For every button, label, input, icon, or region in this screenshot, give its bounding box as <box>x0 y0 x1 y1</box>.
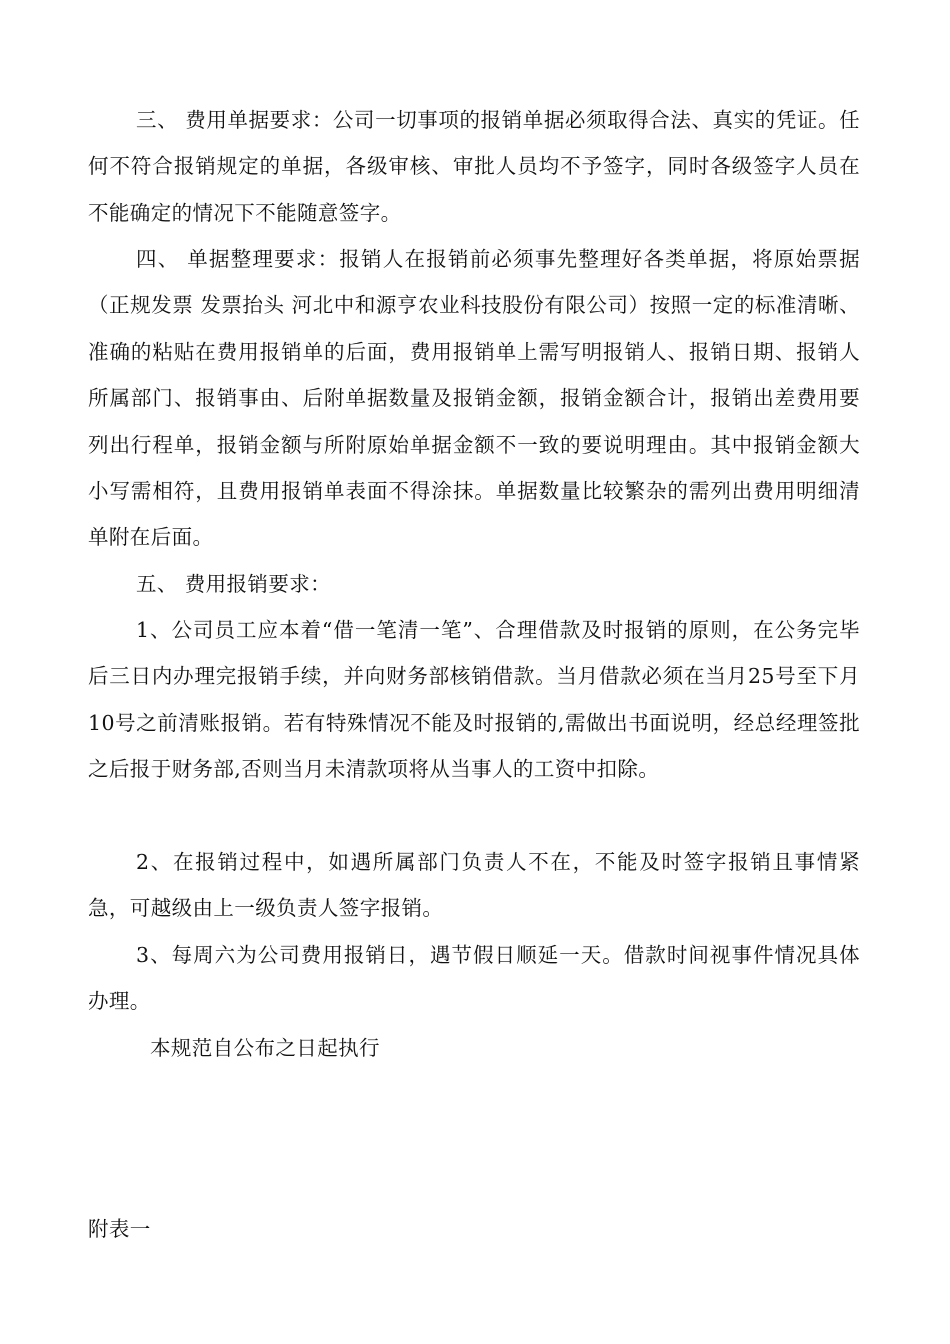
rule-2-escalated-signing: 2、在报销过程中，如遇所属部门负责人不在，不能及时签字报销且事情紧急，可越级由上一级负责人签字报销。 <box>88 850 860 921</box>
appendix-label: 附表一 <box>88 1217 151 1241</box>
rule-3-reimbursement-day: 3、每周六为公司费用报销日，遇节假日顺延一天。借款时间视事件情况具体办理。 <box>88 943 860 1014</box>
closing-statement: 本规范自公布之日起执行 <box>150 1036 380 1060</box>
section-5-heading: 五、 费用报销要求： <box>136 572 332 596</box>
section-4-receipt-organization-requirements: 四、 单据整理要求：报销人在报销前必须事先整理好各类单据，将原始票据（正规发票 发票抬头 河北中和源亨农业科技股份有限公司）按照一定的标准清晰、准确的粘贴在费用报销单的后面，费用报销单上需写明报销人、报销日期、报销人所属部门、报销事由、后附单据数量及报销金额，报销金额合计，报销出差费用要列出行程单，报销金额与所附原始单据金额不一致的要说明理由。其中报销金额大小写需相符，且费用报销单表面不得涂抹。单据数量比较繁杂的需列出费用明细清单附在后面。 <box>88 247 860 550</box>
rule-1-repayment-timeline: 1、公司员工应本着“借一笔清一笔”、合理借款及时报销的原则，在公务完毕后三日内办理完报销手续，并向财务部核销借款。当月借款必须在当月25号至下月10号之前清账报销。若有特殊情况不能及时报销的,需做出书面说明，经总经理签批之后报于财务部,否则当月未清款项将从当事人的工资中扣除。 <box>88 618 860 782</box>
section-3-expense-receipt-requirements: 三、 费用单据要求：公司一切事项的报销单据必须取得合法、真实的凭证。任何不符合报销规定的单据，各级审核、审批人员均不予签字，同时各级签字人员在不能确定的情况下不能随意签字。 <box>88 108 860 225</box>
